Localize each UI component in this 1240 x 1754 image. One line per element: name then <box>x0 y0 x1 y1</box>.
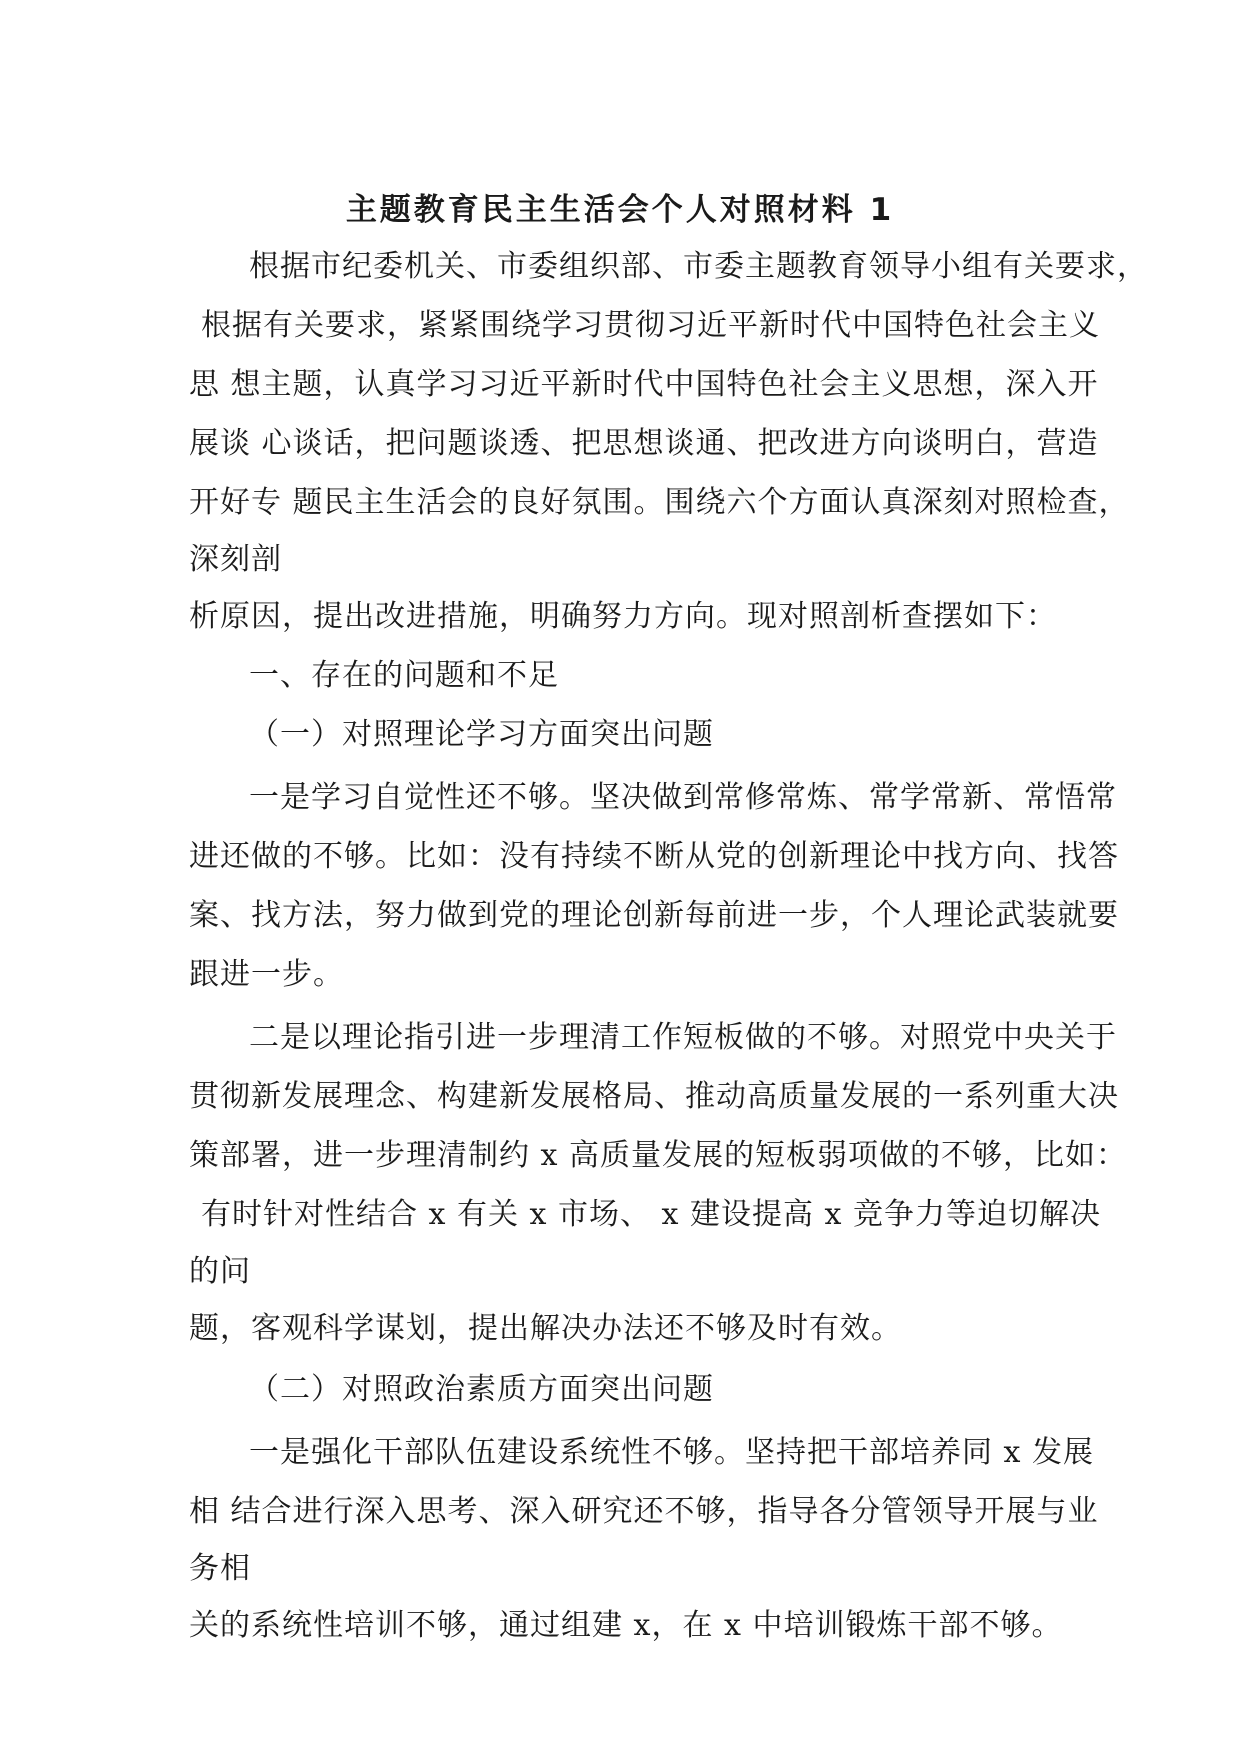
paragraph-line: 一是强化干部队伍建设系统性不够。坚持把干部培养同 x 发展 <box>249 1435 1094 1470</box>
paragraph-line: 展谈 心谈话，把问题谈透、把思想谈通、把改进方向谈明白，营造 <box>189 426 1099 461</box>
paragraph-line: 思 想主题，认真学习习近平新时代中国特色社会主义思想，深入开 <box>189 367 1099 402</box>
paragraph-line: 的问 <box>189 1254 251 1289</box>
paragraph-line: 一是学习自觉性还不够。坚决做到常修常炼、常学常新、常悟常 <box>249 780 1117 815</box>
paragraph-line: 二是以理论指引进一步理清工作短板做的不够。对照党中央关于 <box>249 1020 1117 1055</box>
subsection-heading: （一）对照理论学习方面突出问题 <box>249 717 714 752</box>
paragraph-line: 根据市纪委机关、市委组织部、市委主题教育领导小组有关要求， <box>249 249 1148 284</box>
paragraph-line: 相 结合进行深入思考、深入研究还不够，指导各分管领导开展与业 <box>189 1494 1099 1529</box>
paragraph-line: 有时针对性结合 x 有关 x 市场、 x 建设提高 x 竞争力等迫切解决 <box>201 1197 1101 1232</box>
paragraph-line: 深刻剖 <box>189 542 282 577</box>
paragraph-line: 跟进一步。 <box>189 957 344 992</box>
paragraph-line: 务相 <box>189 1551 251 1586</box>
paragraph-line: 题，客观科学谋划，提出解决办法还不够及时有效。 <box>189 1311 902 1346</box>
paragraph-line: 进还做的不够。比如：没有持续不断从党的创新理论中找方向、找答 <box>189 839 1119 874</box>
section-heading: 一、存在的问题和不足 <box>249 658 559 693</box>
paragraph-line: 开好专 题民主生活会的良好氛围。围绕六个方面认真深刻对照检查， <box>189 485 1130 520</box>
paragraph-line: 关的系统性培训不够，通过组建 x，在 x 中培训锻炼干部不够。 <box>189 1608 1063 1643</box>
paragraph-line: 贯彻新发展理念、构建新发展格局、推动高质量发展的一系列重大决 <box>189 1079 1119 1114</box>
paragraph-line: 策部署，进一步理清制约 x 高质量发展的短板弱项做的不够，比如： <box>189 1138 1127 1173</box>
subsection-heading: （二）对照政治素质方面突出问题 <box>249 1372 714 1407</box>
paragraph-line: 根据有关要求，紧紧围绕学习贯彻习近平新时代中国特色社会主义 <box>201 308 1100 343</box>
paragraph-line: 案、找方法，努力做到党的理论创新每前进一步，个人理论武装就要 <box>189 898 1119 933</box>
paragraph-line: 析原因，提出改进措施，明确努力方向。现对照剖析查摆如下： <box>189 599 1057 634</box>
document-title: 主题教育民主生活会个人对照材料 1 <box>345 192 895 228</box>
